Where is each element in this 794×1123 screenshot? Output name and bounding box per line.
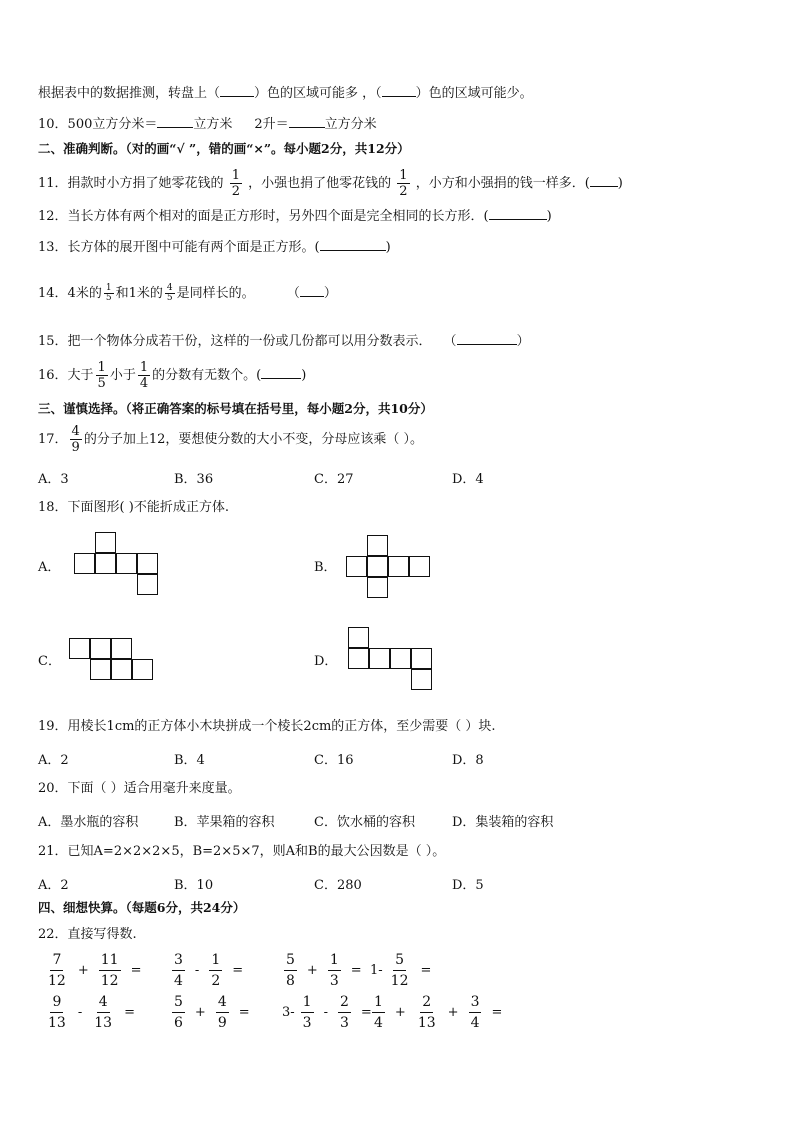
expression-lead: 3-: [282, 1005, 295, 1020]
question-12: 12．当长方体有两个相对的面是正方形时，另外四个面是完全相同的长方形．( ): [38, 209, 552, 224]
section-4-heading: 四、细想快算。（每题6分，共24分）: [38, 900, 246, 915]
net-square: [111, 638, 132, 659]
fraction: $\frac{4}{9}$: [71, 424, 80, 455]
answer-blank[interactable]: [590, 174, 618, 187]
question-18: 18．下面图形( )不能折成正方体.: [38, 500, 229, 515]
net-square: [111, 659, 132, 680]
fraction: $\frac{5}{8}$: [286, 952, 295, 989]
net-square: [388, 556, 409, 577]
fraction: $\frac{4}{9}$: [217, 994, 227, 1031]
answer-blank[interactable]: [457, 332, 517, 345]
option-c[interactable]: C．280: [314, 878, 362, 893]
answer-blank[interactable]: [489, 207, 547, 220]
calc-expression: [170, 950, 243, 991]
net-square: [367, 577, 388, 598]
fraction: $\frac{7}{12}$: [48, 952, 66, 989]
option-c[interactable]: C．饮水桶的容积: [314, 815, 415, 830]
fraction: $\frac{4}{13}$: [94, 994, 113, 1031]
net-square: [95, 532, 116, 553]
fraction: $\frac{1}{4}$: [139, 360, 149, 391]
fraction: $\frac{2}{3}$: [340, 994, 349, 1031]
calc-expression: [170, 992, 250, 1033]
operator: +: [77, 963, 89, 978]
equals-sign: =: [130, 963, 142, 978]
answer-blank[interactable]: [300, 284, 324, 297]
net-square: [348, 627, 369, 648]
equals-sign: =: [491, 1005, 503, 1020]
operator: -: [323, 1005, 328, 1020]
calc-expression: [44, 950, 141, 991]
fraction: $\frac{4}{5}$: [166, 283, 173, 303]
q9-continuation: 根据表中的数据推测，转盘上（ ）色的区域可能多 ，（ ）色的区域可能少。: [38, 86, 533, 101]
answer-blank[interactable]: [220, 84, 254, 97]
option-a[interactable]: A．墨水瓶的容积: [38, 815, 139, 830]
question-13: 13．长方体的展开图中可能有两个面是正方形。( ): [38, 240, 391, 255]
option-d[interactable]: D．: [314, 654, 338, 669]
net-square: [69, 638, 90, 659]
equals-sign: =: [124, 1005, 135, 1020]
option-b[interactable]: B．: [314, 560, 337, 575]
option-d[interactable]: D．4: [452, 472, 484, 487]
option-c[interactable]: C．16: [314, 753, 354, 768]
net-square: [411, 669, 432, 690]
option-a[interactable]: A．3: [38, 472, 69, 487]
net-square: [132, 659, 153, 680]
operator: -: [194, 963, 200, 978]
equals-sign: =: [350, 963, 362, 978]
net-square: [348, 648, 369, 669]
question-16: 16．大于 $\frac{1}{5}$ 小于 $\frac{1}{4}$ 的分数有无数个。( ): [38, 360, 307, 391]
operator: +: [394, 1005, 406, 1020]
calc-expression: [44, 992, 135, 1033]
answer-blank[interactable]: [382, 84, 416, 97]
question-20: 20．下面（ ）适合用毫升来度量。: [38, 781, 241, 796]
question-17: 17． $\frac{4}{9}$ 的分子加上12，要想使分数的大小不变，分母应该乘（ ）。: [38, 424, 424, 455]
option-d[interactable]: D．集装箱的容积: [452, 815, 554, 830]
operator: +: [194, 1005, 206, 1020]
section-3-heading: 三、谨慎选择。（将正确答案的标号填在括号里，每小题2分，共10分）: [38, 401, 433, 416]
fraction: $\frac{1}{2}$: [211, 952, 221, 989]
option-d[interactable]: D．5: [452, 878, 484, 893]
operator: +: [306, 963, 318, 978]
question-22: 22．直接写得数.: [38, 927, 137, 942]
operator: -: [77, 1005, 83, 1020]
fraction: $\frac{1}{3}$: [329, 952, 339, 989]
calc-expression: [370, 950, 431, 991]
option-b[interactable]: B．36: [174, 472, 214, 487]
net-square: [95, 553, 116, 574]
equals-sign: =: [232, 963, 244, 978]
option-c[interactable]: C．27: [314, 472, 354, 487]
question-19: 19．用棱长1cm的正方体小木块拼成一个棱长2cm的正方体，至少需要（ ）块.: [38, 719, 496, 734]
fraction: $\frac{1}{2}$: [231, 168, 240, 199]
calc-expression: [282, 950, 362, 991]
fraction: $\frac{2}{13}$: [417, 994, 436, 1031]
question-21: 21．已知A=2×2×2×5，B=2×5×7，则A和B的最大公因数是（ ）。: [38, 844, 446, 859]
option-d[interactable]: D．8: [452, 753, 484, 768]
equals-sign: =: [238, 1005, 250, 1020]
answer-blank[interactable]: [157, 115, 193, 128]
fraction: $\frac{9}{13}$: [48, 994, 66, 1031]
fraction: $\frac{1}{2}$: [399, 168, 408, 199]
question-15: 15．把一个物体分成若干份，这样的一份或几份都可以用分数表示． （ ）: [38, 334, 530, 349]
question-10: 10．500立方分米＝ 立方米 2升＝ 立方分米: [38, 117, 377, 132]
net-square: [137, 553, 158, 574]
net-square: [390, 648, 411, 669]
option-b[interactable]: B．10: [174, 878, 214, 893]
expression-lead: 1-: [370, 963, 383, 978]
option-a[interactable]: A．2: [38, 753, 69, 768]
fraction: $\frac{3}{4}$: [174, 952, 183, 989]
net-square: [411, 648, 432, 669]
equals-sign: =: [420, 963, 432, 978]
fraction: $\frac{1}{4}$: [374, 994, 383, 1031]
net-square: [346, 556, 367, 577]
answer-blank[interactable]: [261, 366, 301, 379]
calc-expression: [282, 992, 372, 1033]
net-square: [90, 638, 111, 659]
fraction: $\frac{1}{5}$: [105, 283, 112, 303]
net-square: [367, 535, 388, 556]
answer-blank[interactable]: [289, 115, 325, 128]
answer-blank[interactable]: [320, 238, 386, 251]
option-b[interactable]: B．苹果箱的容积: [174, 815, 275, 830]
option-a[interactable]: A．2: [38, 878, 69, 893]
section-2-heading: 二、准确判断。（对的画“√ ”，错的画“×”。每小题2分，共12分）: [38, 141, 410, 156]
net-square: [409, 556, 430, 577]
option-b[interactable]: B．4: [174, 753, 205, 768]
net-square: [367, 556, 388, 577]
fraction: $\frac{1}{5}$: [97, 360, 106, 391]
net-square: [369, 648, 390, 669]
question-14: 14．4米的 $\frac{1}{5}$ 和1米的 $\frac{4}{5}$ 是同样长的。 （ ）: [38, 283, 337, 303]
equals-sign: =: [360, 1005, 372, 1020]
operator: +: [447, 1005, 459, 1020]
option-a[interactable]: A．: [38, 560, 61, 575]
question-11: 11．捐款时小方捐了她零花钱的 $\frac{1}{2}$ ，小强也捐了他零花钱的 $\frac{1}{2}$ ，小方和小强捐的钱一样多．( ): [38, 168, 623, 199]
fraction: $\frac{1}{3}$: [302, 994, 312, 1031]
calc-expression: [370, 992, 502, 1033]
fraction: $\frac{3}{4}$: [470, 994, 480, 1031]
fraction: $\frac{5}{6}$: [174, 994, 183, 1031]
net-square: [137, 574, 158, 595]
net-square: [116, 553, 137, 574]
option-c[interactable]: C．: [38, 654, 61, 669]
net-square: [90, 659, 111, 680]
fraction: $\frac{11}{12}$: [100, 952, 119, 989]
fraction: $\frac{5}{12}$: [390, 952, 409, 989]
net-square: [74, 553, 95, 574]
